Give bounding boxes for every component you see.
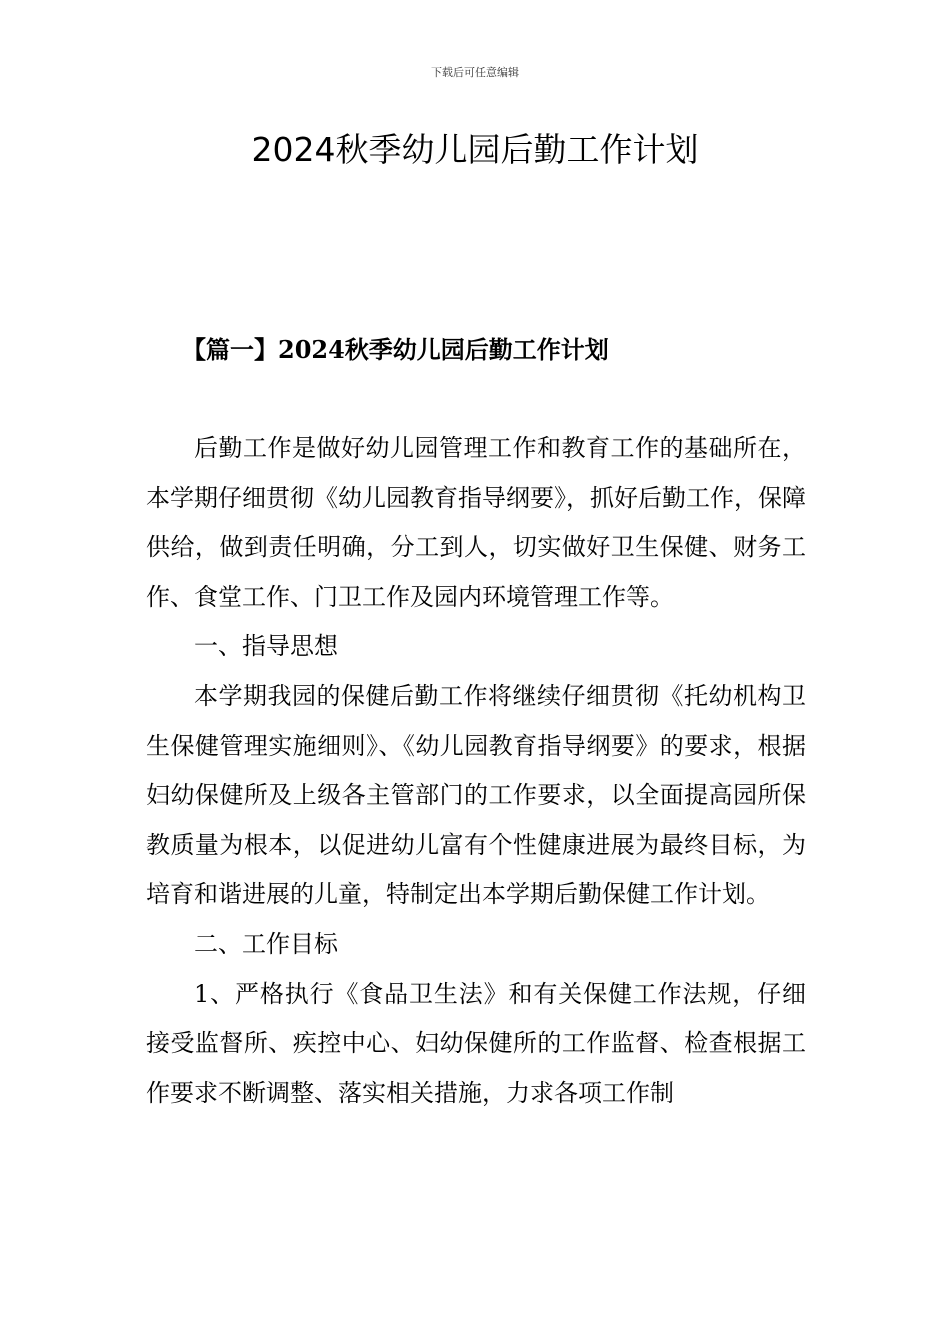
heading-work-goals: 二、工作目标	[194, 929, 338, 958]
section-heading: 【篇一】2024秋季幼儿园后勤工作计划	[182, 335, 609, 364]
paragraph-guiding-ideology: 本学期我园的保健后勤工作将继续仔细贯彻《托幼机构卫生保健管理实施细则》、《幼儿园教育指导纲要》的要求，根据妇幼保健所及上级各主管部门的工作要求，以全面提高园所保教质量为根本，以促进幼儿富有个性健康进展为最终目标，为培育和谐进展的儿童，特制定出本学期后勤保健工作计划。	[146, 681, 806, 909]
body-text	[146, 424, 806, 1118]
heading-guiding-ideology: 一、指导思想	[194, 632, 338, 661]
header-note: 下载后可任意编辑	[431, 66, 519, 79]
paragraph-goal-1: 1、严格执行《食品卫生法》和有关保健工作法规，仔细接受监督所、疾控中心、妇幼保健所的工作监督、检查根据工作要求不断调整、落实相关措施，力求各项工作制	[146, 979, 806, 1107]
document-title: 2024秋季幼儿园后勤工作计划	[251, 130, 699, 169]
paragraph-intro: 后勤工作是做好幼儿园管理工作和教育工作的基础所在，本学期仔细贯彻《幼儿园教育指导纲要》，抓好后勤工作，保障供给，做到责任明确，分工到人，切实做好卫生保健、财务工作、食堂工作、门卫工作及园内环境管理工作等。	[146, 434, 806, 611]
